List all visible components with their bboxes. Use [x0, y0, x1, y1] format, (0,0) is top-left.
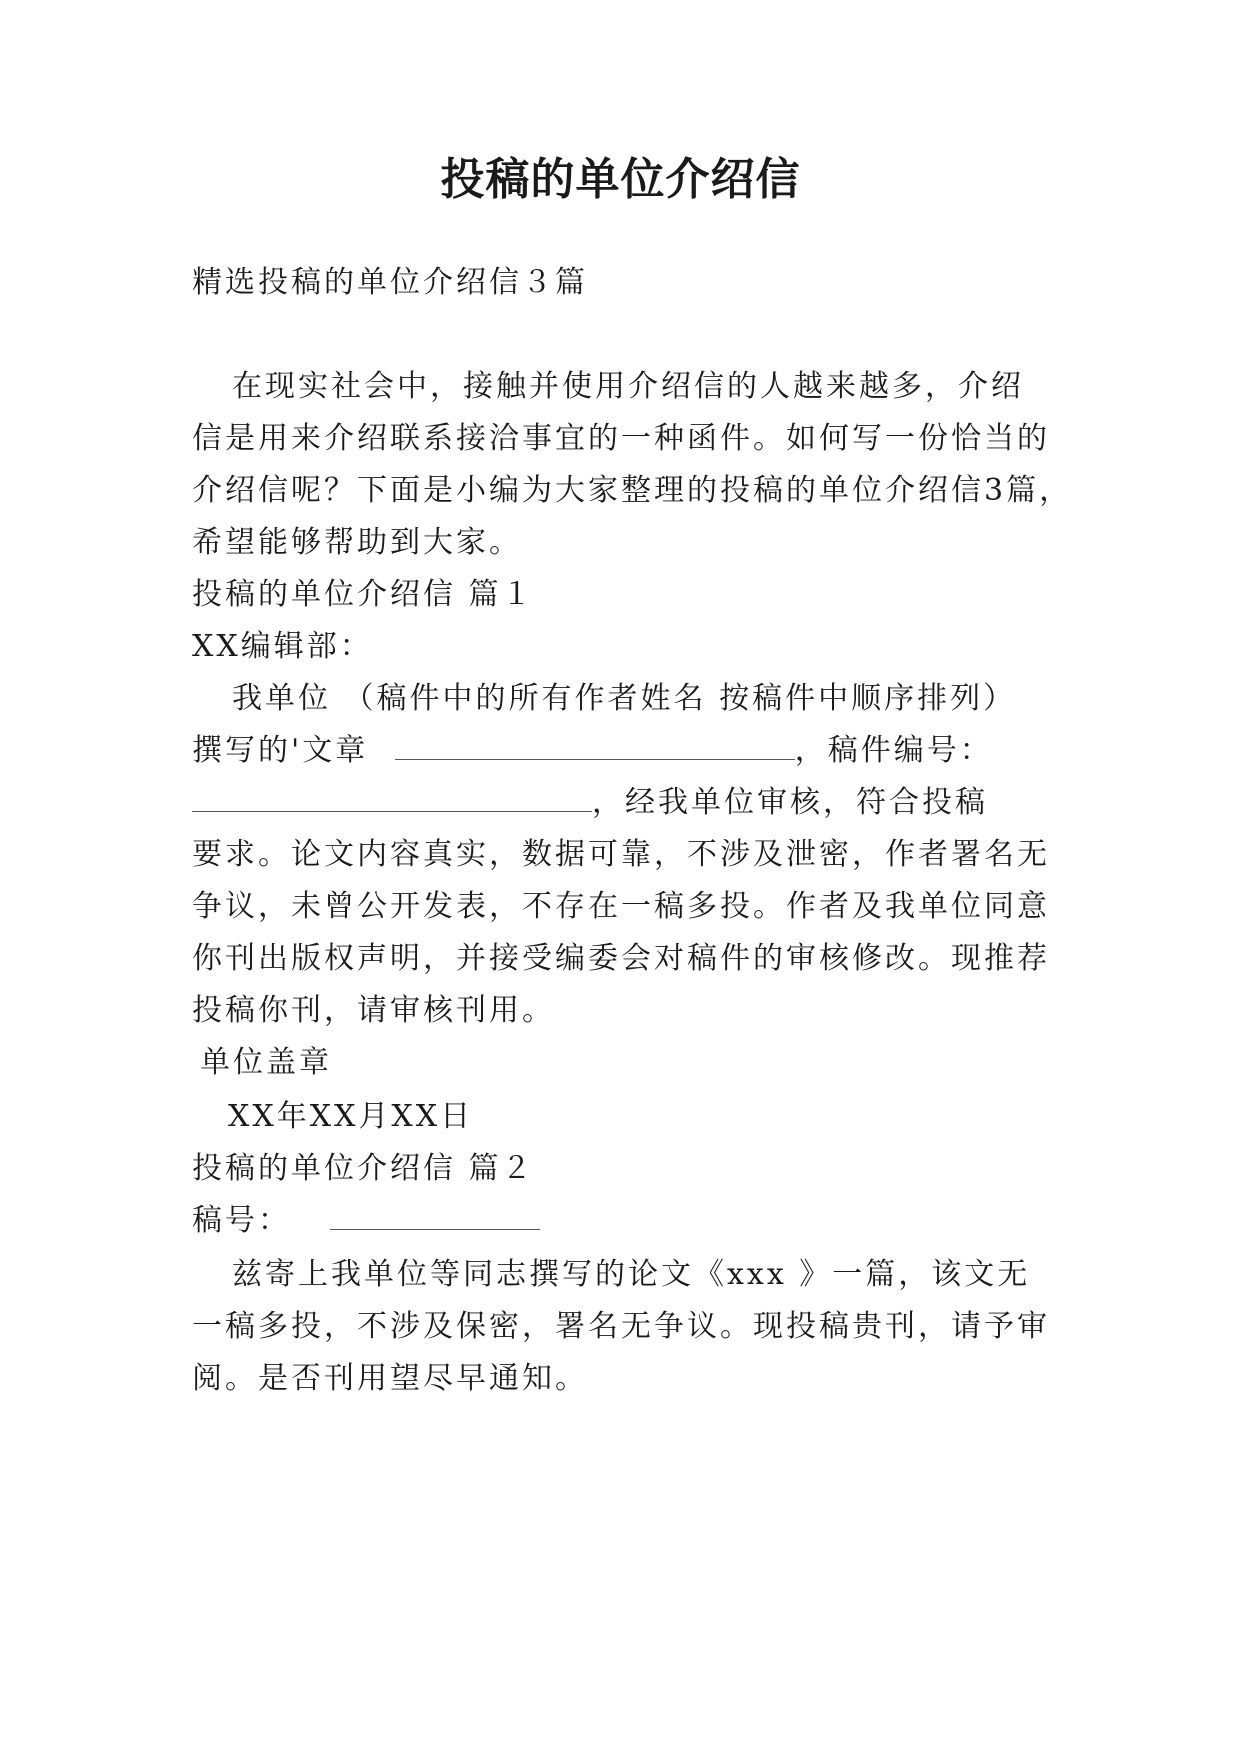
- manuscript-number-label: ，稿件编号：: [794, 733, 993, 768]
- section1-line-1: 我单位 （稿件中的所有作者姓名 按稿件中顺序排列）: [232, 681, 1017, 716]
- number-label: 稿号：: [192, 1203, 291, 1238]
- section2-number-line: [192, 1200, 1062, 1242]
- seal-label: 单位盖章: [200, 1045, 332, 1080]
- manuscript-number-blank[interactable]: [192, 783, 592, 812]
- section1-body-line-3: 你刊出版权声明，并接受编委会对稿件的审核修改。现推荐: [192, 941, 1050, 976]
- section2-heading: 投稿的单位介绍信 篇２: [192, 1151, 535, 1186]
- section2-body-line-1: 兹寄上我单位等同志撰写的论文《xxx 》一篇，该文无: [232, 1257, 1031, 1292]
- intro-line-3: 介绍信呢？下面是小编为大家整理的投稿的单位介绍信3篇，: [192, 473, 1073, 508]
- subtitle: 精选投稿的单位介绍信３篇: [192, 265, 588, 300]
- section1-line-3: [192, 782, 1062, 824]
- section1-body-line-1: 要求。论文内容真实，数据可靠，不涉及泄密，作者署名无: [192, 837, 1050, 872]
- intro-line-4: 希望能够帮助到大家。: [192, 525, 522, 560]
- date-line: XX年XX月XX日: [228, 1099, 474, 1134]
- number-blank[interactable]: [330, 1201, 540, 1230]
- review-text: ，经我单位审核，符合投稿: [592, 785, 988, 820]
- article-title-blank[interactable]: [395, 731, 795, 760]
- section1-body-line-4: 投稿你刊，请审核刊用。: [192, 993, 555, 1028]
- intro-line-2: 信是用来介绍联系接洽事宜的一种函件。如何写一份恰当的: [192, 421, 1050, 456]
- section2-body-line-3: 阅。是否刊用望尽早通知。: [192, 1361, 588, 1396]
- section1-line-2: [192, 730, 1062, 772]
- section2-body-line-2: 一稿多投，不涉及保密，署名无争议。现投稿贵刊，请予审: [192, 1309, 1050, 1344]
- section1-heading: 投稿的单位介绍信 篇１: [192, 577, 535, 612]
- intro-line-1: 在现实社会中，接触并使用介绍信的人越来越多，介绍: [232, 369, 1024, 404]
- article-label: 撰写的'文章: [192, 733, 369, 768]
- section1-body-line-2: 争议，未曾公开发表，不存在一稿多投。作者及我单位同意: [192, 889, 1050, 924]
- section1-salutation: XX编辑部：: [192, 629, 373, 664]
- document-title: 投稿的单位介绍信: [440, 154, 801, 205]
